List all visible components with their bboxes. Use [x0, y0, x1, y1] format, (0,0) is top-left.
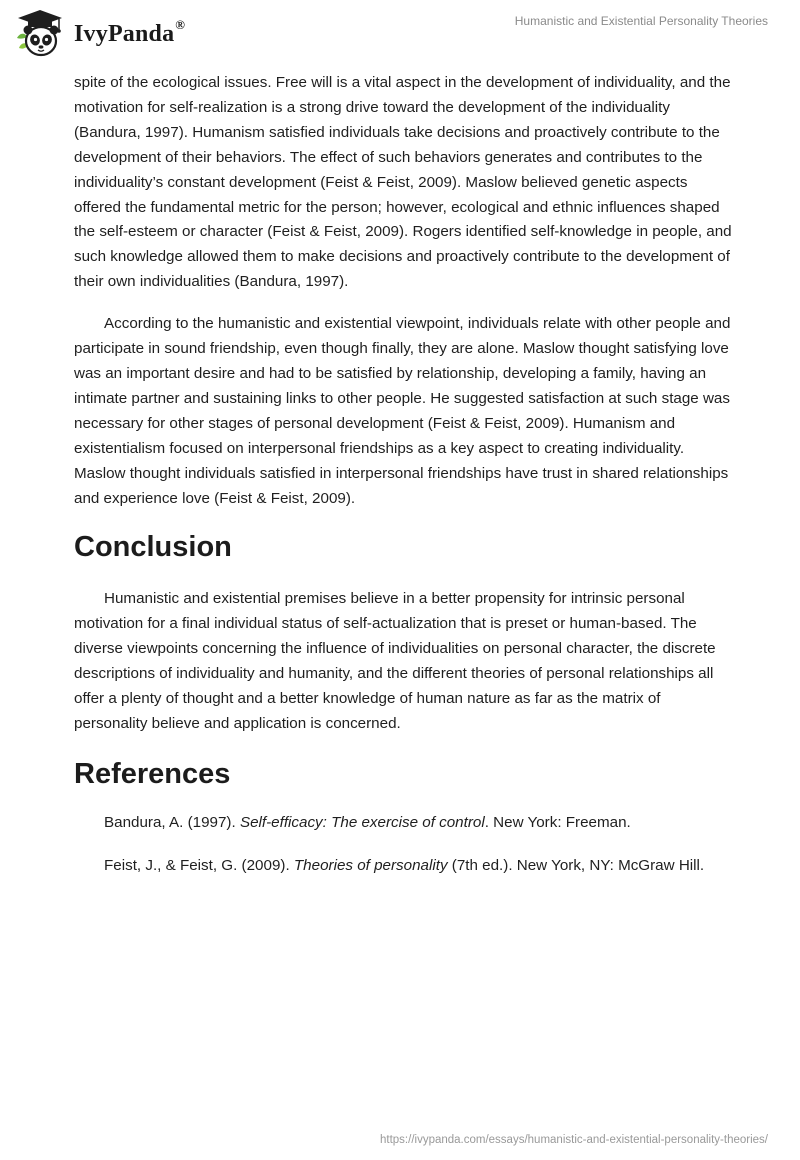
reference-entry: Bandura, A. (1997). Self-efficacy: The exercise of control. New York: Freeman.	[104, 813, 631, 831]
reference-title: Theories of personality	[293, 856, 448, 874]
references-heading: References	[74, 757, 231, 790]
source-url[interactable]: https://ivypanda.com/essays/humanistic-and-existential-personality-theories/	[380, 1134, 768, 1146]
body-paragraph: According to the humanistic and existential viewpoint, individuals relate with other people and participate in sound friendship, even though finally, they are alone. Maslow thought satisfying love was an important desire and had to be satisfied by relationship, developing a family, having an intimate partner and sustaining links to other people. He suggested satisfaction at such stage was necessary for other stages of personal development (Feist & Feist, 2009). Humanism and existentialism focused on interpersonal friendships as a key aspect to creating individuality. Maslow thought individuals satisfied in interpersonal friendships have trust in shared relationships and experience love (Feist & Feist, 2009).	[74, 315, 731, 507]
conclusion-heading: Conclusion	[74, 531, 232, 564]
document-title: Humanistic and Existential Personality Theories	[514, 14, 768, 28]
essay-body	[74, 71, 734, 897]
registered-mark: ®	[175, 17, 186, 32]
panda-graduate-icon	[14, 8, 66, 58]
reference-title: Self-efficacy: The exercise of control	[239, 813, 485, 831]
brand-name: IvyPanda®	[74, 17, 186, 47]
conclusion-paragraph: Humanistic and existential premises believe in a better propensity for intrinsic personal motivation for a final individual status of self-actualization that is preset or human-based. The diverse viewpoints concerning the influence of individualities on personal character, the discrete descriptions of individuality and humanity, and the different theories of personal relationships all offer a plenty of thought and a better knowledge of human nature as far as the matrix of personality believe and application is concerned.	[74, 590, 716, 732]
ivypanda-logo[interactable]	[14, 8, 185, 58]
body-paragraph: spite of the ecological issues. Free will is a vital aspect in the development of individuality, and the motivation for self-realization is a strong drive toward the development of the individuality (Bandura, 1997). Humanism satisfied individuals take decisions and proactively contribute to the development of their behaviors. The effect of such behaviors generates and contributes to the individuality’s constant development (Feist & Feist, 2009). Maslow believed genetic aspects offered the fundamental metric for the person; however, ecological and ethnic influences shaped the self-esteem or character (Feist & Feist, 2009). Rogers identified self-knowledge in people, and such knowledge allowed them to make decisions and proactively contribute to the development of their own individualities (Bandura, 1997).	[74, 74, 732, 291]
page-header	[0, 0, 800, 64]
reference-entry: Feist, J., & Feist, G. (2009). Theories of personality (7th ed.). New York, NY: McGraw Hill.	[104, 856, 705, 874]
